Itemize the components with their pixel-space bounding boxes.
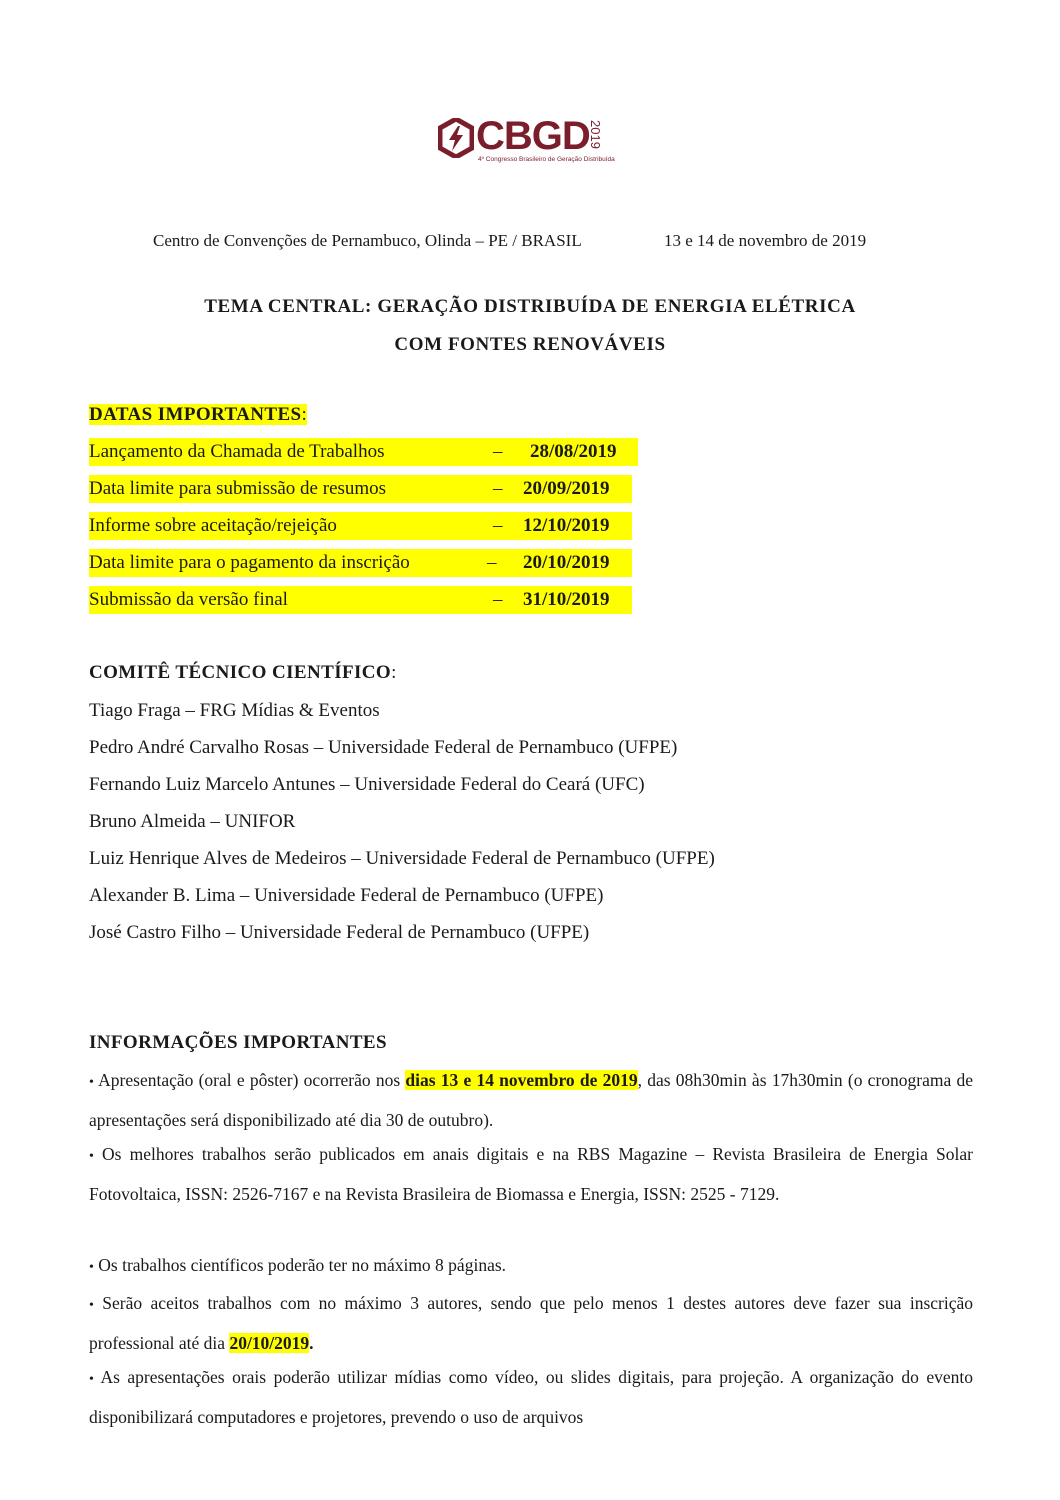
committee-member: Alexander B. Lima – Universidade Federal de Pernambuco (UFPE) [89, 885, 604, 906]
date-value: 31/10/2019 [523, 589, 610, 610]
bullet-icon: • [89, 1075, 94, 1090]
theme-line-1: TEMA CENTRAL: GERAÇÃO DISTRIBUÍDA DE ENERGIA ELÉTRICA [204, 296, 856, 317]
date-value: 28/08/2019 [530, 441, 617, 462]
committee-member: Tiago Fraga – FRG Mídias & Eventos [89, 700, 380, 721]
logo-subtitle: 4º Congresso Brasileiro de Geração Distribuída [478, 156, 615, 163]
date-label: Data limite para submissão de resumos [89, 478, 387, 499]
important-dates-heading: DATAS IMPORTANTES [89, 404, 302, 425]
date-value: 20/09/2019 [523, 478, 610, 499]
committee-member: Bruno Almeida – UNIFOR [89, 811, 296, 832]
date-dash: – [493, 515, 503, 536]
date-dash: – [493, 589, 503, 610]
date-label: Informe sobre aceitação/rejeição [89, 515, 337, 536]
info-p4-highlight: 20/10/2019 [229, 1332, 310, 1353]
cbgd-logo [438, 116, 628, 166]
committee-colon: : [391, 662, 397, 683]
info-p1-text-a: Apresentação (oral e pôster) ocorrerão nos [93, 1070, 406, 1090]
date-row [89, 475, 632, 503]
info-paragraph-1 [89, 1062, 973, 1138]
date-value: 12/10/2019 [523, 515, 610, 536]
date-label: Lançamento da Chamada de Trabalhos [89, 441, 385, 462]
info-paragraph-4 [89, 1285, 973, 1361]
date-row [89, 586, 632, 614]
logo-year: 2019 [588, 120, 603, 149]
bullet-icon: • [89, 1149, 94, 1164]
theme-line-2: COM FONTES RENOVÁVEIS [394, 334, 666, 355]
bullet-icon: • [89, 1298, 94, 1313]
committee-member: José Castro Filho – Universidade Federal de Pernambuco (UFPE) [89, 922, 590, 943]
date-label: Submissão da versão final [89, 589, 288, 610]
committee-member: Pedro André Carvalho Rosas – Universidade Federal de Pernambuco (UFPE) [89, 737, 678, 758]
important-dates-colon: : [301, 404, 307, 425]
info-p1-highlight: dias 13 e 14 novembro de 2019 [405, 1070, 638, 1090]
date-row [89, 549, 632, 577]
info-p4-text-b: . [309, 1332, 314, 1353]
date-row [89, 512, 632, 540]
bullet-icon: • [89, 1260, 94, 1275]
info-paragraph-2 [89, 1136, 973, 1212]
venue-location: Centro de Convenções de Pernambuco, Olinda – PE / BRASIL [153, 231, 582, 250]
info-paragraph-5 [89, 1359, 973, 1435]
info-p1-text-b: , das 08h30min às 17h30min (o cronograma de apresentações será disponibilizado até dia 30 de outubro). [89, 1070, 973, 1130]
lightning-bolt-icon [438, 118, 474, 158]
bullet-icon: • [89, 1372, 94, 1387]
date-dash: – [493, 478, 503, 499]
date-dash: – [487, 552, 497, 573]
date-row [89, 438, 638, 466]
info-paragraph-3 [89, 1247, 973, 1287]
committee-member: Fernando Luiz Marcelo Antunes – Universidade Federal do Ceará (UFC) [89, 774, 645, 795]
date-label: Data limite para o pagamento da inscrição [89, 552, 410, 573]
important-dates-heading-row [89, 403, 307, 427]
committee-heading-row [89, 661, 396, 685]
date-dash: – [493, 441, 503, 462]
date-value: 20/10/2019 [523, 552, 610, 573]
committee-member: Luiz Henrique Alves de Medeiros – Universidade Federal de Pernambuco (UFPE) [89, 848, 715, 869]
info-p2-text: Os melhores trabalhos serão publicados em anais digitais e na RBS Magazine – Revista Brasileira de Energia Solar Fotovoltaica, ISSN: 2526-7167 e na Revista Brasileira de Biomassa e Energia, ISSN: 2525 - 7129. [89, 1144, 973, 1204]
venue-dates: 13 e 14 de novembro de 2019 [664, 231, 867, 250]
committee-heading: COMITÊ TÉCNICO CIENTÍFICO [89, 662, 392, 683]
info-p3-text: Os trabalhos científicos poderão ter no máximo 8 páginas. [93, 1255, 507, 1275]
logo-name: CBGD [476, 114, 590, 158]
info-p5-text: As apresentações orais poderão utilizar mídias como vídeo, ou slides digitais, para projeção. A organização do evento disponibilizará computadores e projetores, prevendo o uso de arquivos [89, 1367, 973, 1427]
info-p4-text-a: Serão aceitos trabalhos com no máximo 3 autores, sendo que pelo menos 1 destes autores deve fazer sua inscrição professional até dia [89, 1293, 973, 1353]
info-heading: INFORMAÇÕES IMPORTANTES [89, 1032, 387, 1053]
